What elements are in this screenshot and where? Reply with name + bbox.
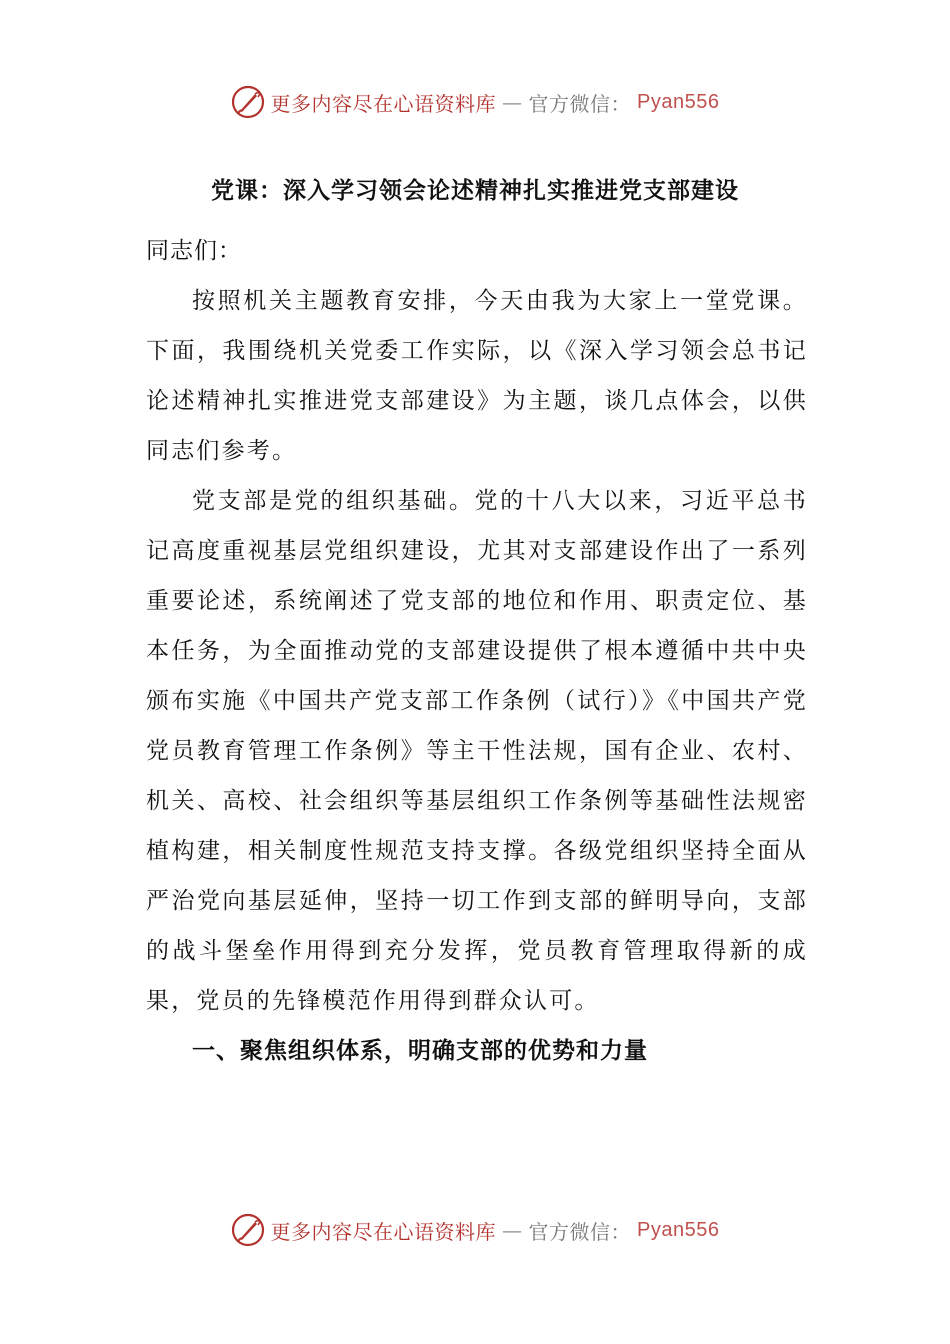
watermark-site-text: 更多内容尽在心语资料库 xyxy=(270,1219,497,1244)
footer-watermark xyxy=(0,1210,950,1250)
section-heading: 一、聚焦组织体系，明确支部的优势和力量 xyxy=(192,1038,648,1064)
watermark-separator: — xyxy=(502,90,523,114)
paragraph-1: 按照机关主题教育安排，今天由我为大家上一堂党课。下面，我围绕机关党委工作实际，以《深入学习领会总书记论述精神扎实推进党支部建设》为主题，谈几点体会，以供同志们参考。 xyxy=(146,288,808,464)
watermark-wechat-id: Pyan556 xyxy=(637,90,720,113)
header-watermark xyxy=(0,82,950,122)
watermark-official-label: 官方微信： xyxy=(528,1219,632,1244)
document-title: 党课：深入学习领会论述精神扎实推进党支部建设 xyxy=(211,178,739,204)
document-body xyxy=(146,226,808,1076)
greeting: 同志们： xyxy=(146,238,242,264)
watermark-site-text: 更多内容尽在心语资料库 xyxy=(270,91,497,116)
watermark-official-label: 官方微信： xyxy=(528,91,632,116)
watermark-separator: — xyxy=(502,1218,523,1242)
watermark-wechat-id: Pyan556 xyxy=(637,1218,720,1241)
quill-logo-icon xyxy=(231,1213,265,1247)
quill-logo-icon xyxy=(231,85,265,119)
paragraph-2: 党支部是党的组织基础。党的十八大以来，习近平总书记高度重视基层党组织建设，尤其对支部建设作出了一系列重要论述，系统阐述了党支部的地位和作用、职责定位、基本任务，为全面推动党的支部建设提供了根本遵循中共中央颁布实施《中国共产党支部工作条例（试行）》《中国共产党党员教育管理工作条例》等主干性法规，国有企业、农村、机关、高校、社会组织等基层组织工作条例等基础性法规密植构建，相关制度性规范支持支撑。各级党组织坚持全面从严治党向基层延伸，坚持一切工作到支部的鲜明导向，支部的战斗堡垒作用得到充分发挥，党员教育管理取得新的成果，党员的先锋模范作用得到群众认可。 xyxy=(146,488,808,1014)
